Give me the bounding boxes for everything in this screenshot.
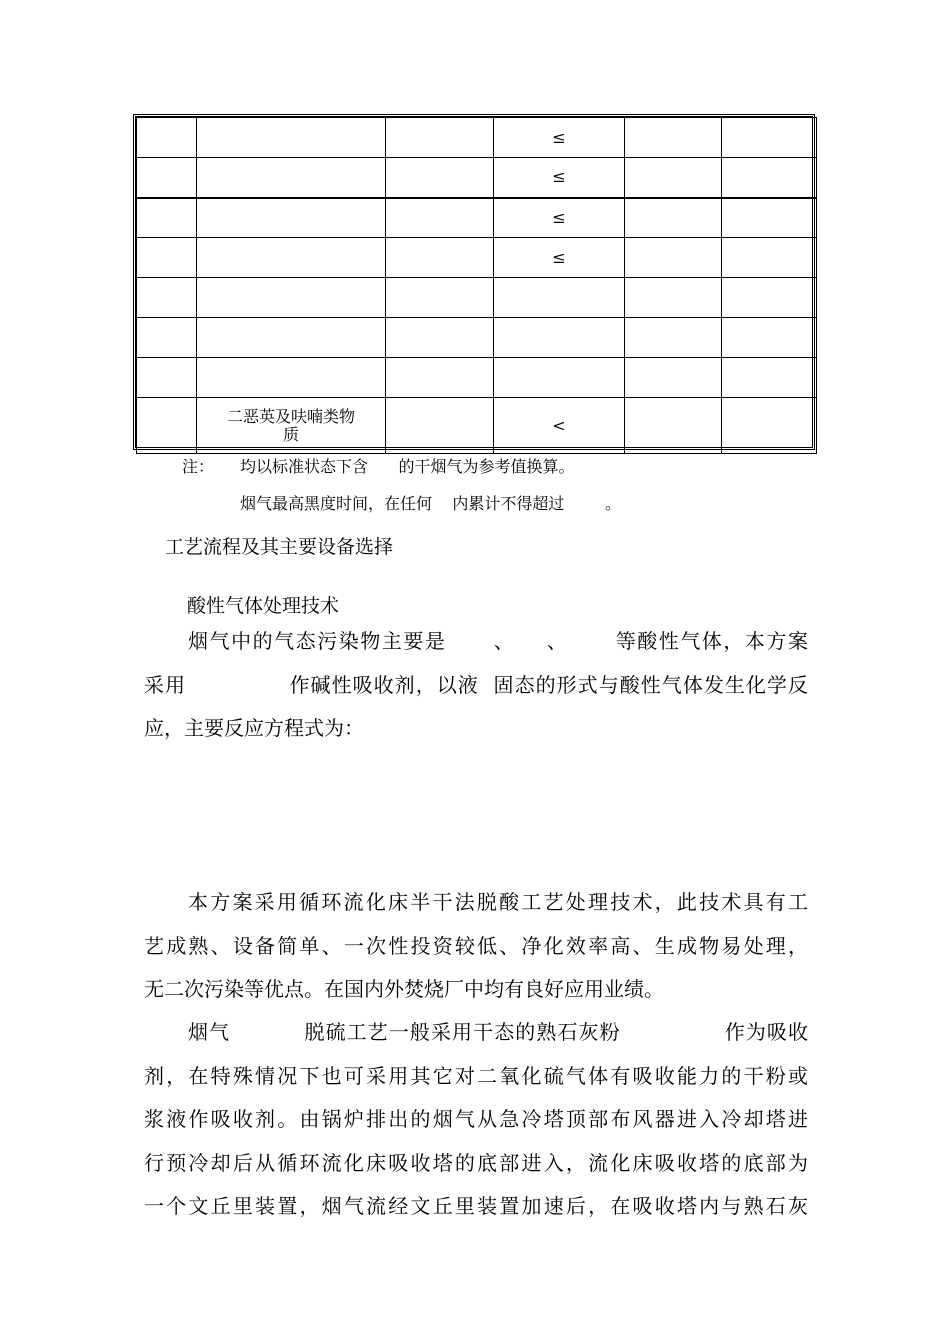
table-cell	[386, 398, 494, 454]
text-line: 采用 作碱性吸收剂，以液 固态的形式与酸性气体发生化学反	[144, 672, 808, 697]
table-row	[137, 118, 817, 158]
note-line-1: 均以标准状态下含 的干烟气为参考值换算。	[240, 457, 575, 476]
table-cell	[137, 158, 197, 198]
text-line: 本方案采用循环流化床半干法脱酸工艺处理技术，此技术具有工	[188, 890, 808, 914]
table-cell: ≤	[494, 198, 625, 238]
table-cell	[625, 398, 722, 454]
table-cell	[625, 238, 722, 278]
table-cell	[386, 278, 494, 318]
paragraph-acid-gas	[144, 620, 808, 751]
table-cell	[197, 278, 386, 318]
text-line: 烟气 脱硫工艺一般采用干态的熟石灰粉 作为吸收	[188, 1020, 808, 1044]
table-row	[137, 198, 817, 238]
table-row	[137, 318, 817, 358]
table-cell	[722, 398, 817, 454]
paragraph-process-intro	[144, 881, 808, 1012]
text-line: 烟气中的气态污染物主要是 、 、 等酸性气体，本方案	[188, 629, 808, 653]
table-cell	[197, 318, 386, 358]
note-label: 注：	[182, 457, 215, 476]
subsection-title: 酸性气体处理技术	[187, 595, 340, 617]
text-line: 应，主要反应方程式为：	[144, 716, 364, 740]
table-row	[137, 278, 817, 318]
table-cell	[386, 158, 494, 198]
text-line: 剂，在特殊情况下也可采用其它对二氧化硫气体有吸收能力的干粉或	[144, 1063, 808, 1088]
table-row	[137, 238, 817, 278]
table-cell	[137, 318, 197, 358]
table-cell: ≤	[494, 238, 625, 278]
table-cell	[197, 358, 386, 398]
table-cell	[625, 318, 722, 358]
table-cell	[625, 358, 722, 398]
table-cell	[625, 198, 722, 238]
text-line: 一个文丘里装置，烟气流经文丘里装置加速后，在吸收塔内与熟石灰	[144, 1194, 808, 1218]
table-cell	[722, 358, 817, 398]
table-cell	[722, 198, 817, 238]
table-cell: ≤	[494, 118, 625, 158]
table-cell	[137, 238, 197, 278]
table-cell	[386, 318, 494, 358]
note-line-2: 烟气最高黑度时间，在任何 内累计不得超过 。	[240, 494, 622, 513]
emission-standard-table	[133, 114, 815, 450]
table-cell	[137, 278, 197, 318]
table-cell	[625, 278, 722, 318]
table-cell	[386, 198, 494, 238]
table-cell	[137, 198, 197, 238]
text-line: 行预冷却后从循环流化床吸收塔的底部进入，流化床吸收塔的底部为	[144, 1150, 808, 1175]
table-cell	[494, 318, 625, 358]
table-cell	[137, 398, 197, 454]
table-row	[137, 358, 817, 398]
table-cell	[386, 238, 494, 278]
table-cell: ≤	[494, 158, 625, 198]
table-cell	[722, 158, 817, 198]
table-grid	[136, 117, 817, 454]
section-title: 工艺流程及其主要设备选择	[165, 536, 394, 558]
table-cell	[722, 238, 817, 278]
table-cell	[197, 158, 386, 198]
table-cell	[625, 158, 722, 198]
table-cell	[386, 358, 494, 398]
table-cell	[197, 118, 386, 158]
table-cell	[197, 198, 386, 238]
table-cell	[494, 278, 625, 318]
table-cell	[722, 278, 817, 318]
table-cell-pollutant-name: 二恶英及呋喃类物 质	[197, 398, 386, 454]
table-cell	[137, 358, 197, 398]
table-cell	[386, 118, 494, 158]
table-cell	[722, 118, 817, 158]
paragraph-desulfurization	[144, 1011, 808, 1229]
text-line: 无二次污染等优点。在国内外焚烧厂中均有良好应用业绩。	[144, 977, 664, 1001]
table-row	[137, 158, 817, 198]
table-cell	[494, 358, 625, 398]
text-line: 浆液作吸收剂。由锅炉排出的烟气从急冷塔顶部布风器进入冷却塔进	[144, 1107, 808, 1131]
table-cell	[137, 118, 197, 158]
table-cell	[625, 118, 722, 158]
table-cell	[197, 238, 386, 278]
table-cell	[722, 318, 817, 358]
table-row	[137, 398, 817, 454]
text-line: 艺成熟、设备简单、一次性投资较低、净化效率高、生成物易处理，	[144, 933, 808, 958]
table-cell: <	[494, 398, 625, 454]
